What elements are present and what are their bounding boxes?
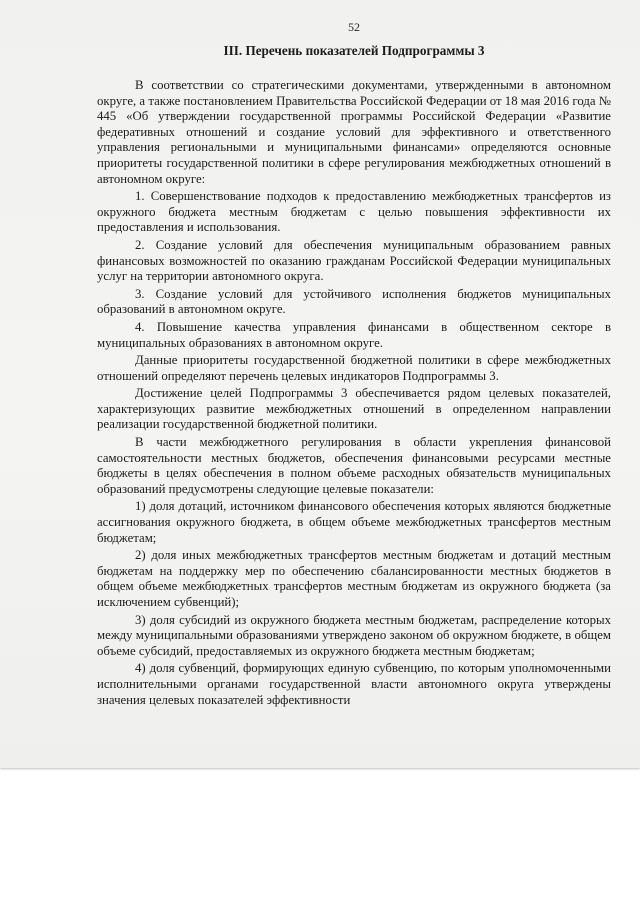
paragraph-regulation: В части межбюджетного регулирования в области укрепления финансовой самостоятельности местных бюджетов, обеспечения финансовыми ресурсами местные бюджеты в целях обеспечения в полном объеме расходных обязательств муниципальных образований предусмотрены следующие целевые показатели: — [97, 435, 611, 496]
paragraph-intro: В соответствии со стратегическими документами, утвержденными в автономном округе, а также постановлением Правительства Российской Федерации от 18 мая 2016 года № 445 «Об утверждении государственной программы Российской Федерации «Развитие федеративных отношений и создание условий для эффективного и ответственного управления региональными и муниципальными финансами» определяются основные приоритеты государственной политики в сфере регулирования межбюджетных отношений в автономном округе: — [97, 78, 611, 186]
paragraph-indicator-4: 4) доля субвенций, формирующих единую субвенцию, по которым уполномоченными исполнительными органами государственной власти автономного округа утверждены значения целевых показателей эффективности — [97, 661, 611, 707]
paragraph-indicator-1: 1) доля дотаций, источником финансового обеспечения которых являются бюджетные ассигнования окружного бюджета, в общем объеме межбюджетных трансфертов местным бюджетам; — [97, 499, 611, 545]
page-number: 52 — [348, 20, 360, 34]
paragraph-goals: Достижение целей Подпрограммы 3 обеспечивается рядом целевых показателей, характеризующих развитие межбюджетных отношений в определенном направлении реализации государственной бюджетной политики. — [97, 386, 611, 432]
paragraph-priority-4: 4. Повышение качества управления финансами в общественном секторе в муниципальных образованиях в автономном округе. — [97, 319, 611, 350]
paragraph-indicator-2: 2) доля иных межбюджетных трансфертов местным бюджетам и дотаций местным бюджетам на поддержку мер по обеспечению сбалансированности местных бюджетов в общем объеме межбюджетных трансфертов местным бюджетам из окружного бюджета (за исключением субвенций); — [97, 548, 611, 609]
paragraph-priority-2: 2. Создание условий для обеспечения муниципальным образованием равных финансовых возможностей по оказанию гражданам Российской Федерации муниципальных услуг на территории автономного округа. — [97, 237, 611, 284]
paragraph-priority-1: 1. Совершенствование подходов к предоставлению межбюджетных трансфертов из окружного бюджета местным бюджетам с целью повышения эффективности их предоставления и использования. — [97, 189, 611, 235]
section-heading: III. Перечень показателей Подпрограммы 3 — [223, 43, 485, 58]
paragraph-indicator-3: 3) доля субсидий из окружного бюджета местным бюджетам, распределение которых между муниципальными образованиями утверждено законом об окружном бюджете, в общем объеме субсидий, предоставляемых из окружного бюджета местным бюджетам; — [97, 612, 611, 658]
paragraph-priority-3: 3. Создание условий для устойчивого исполнения бюджетов муниципальных образований в автономном округе. — [97, 286, 611, 317]
paragraph-priorities-summary: Данные приоритеты государственной бюджетной политики в сфере межбюджетных отношений определяют перечень целевых индикаторов Подпрограммы 3. — [97, 353, 611, 383]
document-body — [97, 20, 611, 710]
